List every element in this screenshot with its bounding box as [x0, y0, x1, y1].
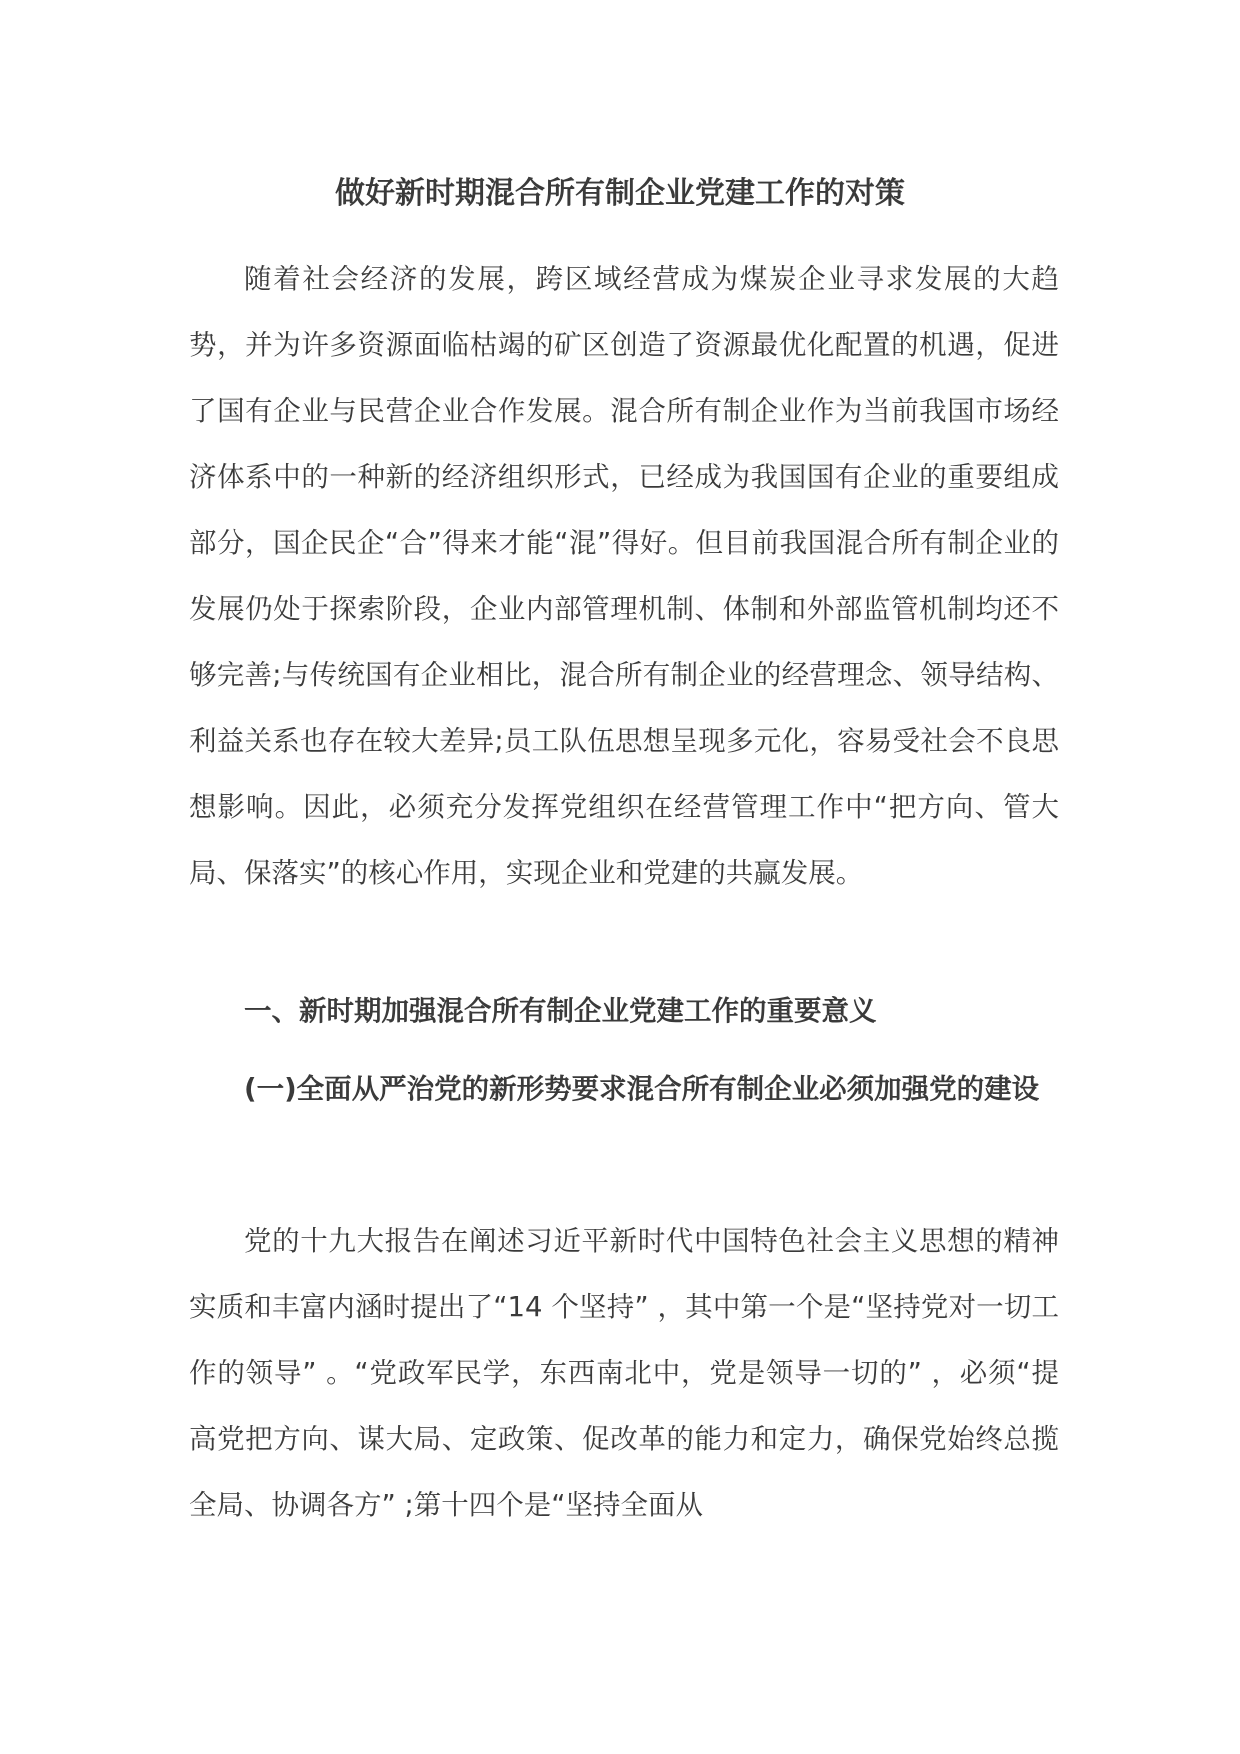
section-1-heading: 一、新时期加强混合所有制企业党建工作的重要意义	[244, 995, 877, 1027]
paragraph-2-block	[189, 1208, 1059, 1538]
document-title: 做好新时期混合所有制企业党建工作的对策	[335, 176, 905, 211]
paragraph-2: 党的十九大报告在阐述习近平新时代中国特色社会主义思想的精神实质和丰富内涵时提出了“14 个坚持” ，其中第一个是“坚持党对一切工作的领导” 。“党政军民学，东西南北中，党是领导一切的” ，必须“提高党把方向、谋大局、定政策、促改革的能力和定力，确保党始终总揽全局、协调各方” ;第十四个是“坚持全面从	[189, 1225, 1059, 1521]
section-1-block	[189, 978, 1059, 1044]
subsection-1-block	[189, 1056, 1059, 1122]
intro-block	[189, 246, 1059, 906]
subsection-1-heading: (一)全面从严治党的新形势要求混合所有制企业必须加强党的建设	[244, 1073, 1040, 1105]
intro-paragraph: 随着社会经济的发展，跨区域经营成为煤炭企业寻求发展的大趋势，并为许多资源面临枯竭的矿区创造了资源最优化配置的机遇，促进了国有企业与民营企业合作发展。混合所有制企业作为当前我国市场经济体系中的一种新的经济组织形式，已经成为我国国有企业的重要组成部分，国企民企“合”得来才能“混”得好。但目前我国混合所有制企业的发展仍处于探索阶段，企业内部管理机制、体制和外部监管机制均还不够完善;与传统国有企业相比，混合所有制企业的经营理念、领导结构、利益关系也存在较大差异;员工队伍思想呈现多元化，容易受社会不良思想影响。因此，必须充分发挥党组织在经营管理工作中“把方向、管大局、保落实”的核心作用，实现企业和党建的共赢发展。	[189, 263, 1059, 889]
